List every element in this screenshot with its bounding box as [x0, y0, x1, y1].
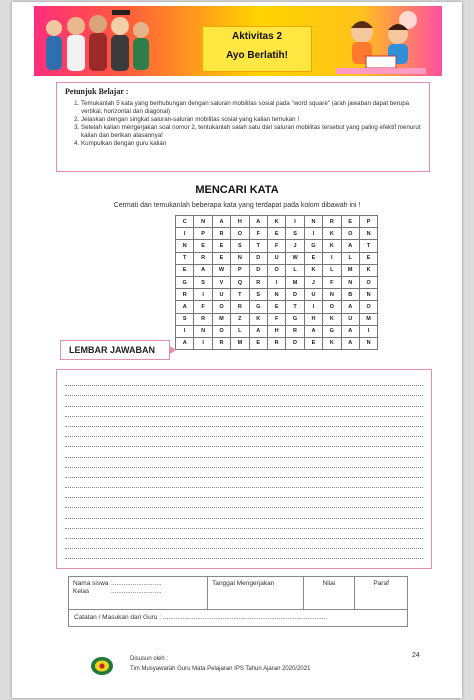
grid-cell[interactable]: Q: [231, 276, 249, 288]
grid-cell[interactable]: M: [212, 313, 230, 325]
answer-line[interactable]: [65, 548, 423, 549]
grid-cell[interactable]: N: [194, 216, 212, 228]
grid-cell[interactable]: H: [267, 325, 285, 337]
worksheet-page: [12, 2, 462, 698]
grid-cell[interactable]: E: [341, 216, 359, 228]
grid-cell[interactable]: H: [231, 216, 249, 228]
page-number: 24: [412, 652, 420, 659]
grid-cell[interactable]: N: [267, 289, 285, 301]
answer-line[interactable]: [65, 446, 423, 447]
grid-cell[interactable]: I: [304, 228, 322, 240]
notes-field[interactable]: ...........................................................................................: [162, 614, 328, 621]
grid-cell[interactable]: T: [231, 289, 249, 301]
instruction-item: 2. Jelaskan dengan singkat saluran-saluran mobilitas sosial yang kalian temukan !: [81, 116, 421, 124]
grid-cell[interactable]: E: [194, 240, 212, 252]
student-info-form: [68, 576, 408, 627]
puzzle-instruction: Cermati dan temukanlah beberapa kata yang terdapat pada kolom dibawah ini !: [113, 202, 361, 209]
class-label: Kelas: [73, 588, 90, 595]
grid-cell[interactable]: R: [323, 216, 341, 228]
answer-line[interactable]: [65, 497, 423, 498]
grid-cell[interactable]: R: [231, 301, 249, 313]
grid-cell[interactable]: E: [267, 301, 285, 313]
grid-row: [176, 216, 378, 228]
grid-cell[interactable]: D: [286, 289, 304, 301]
grid-row: [176, 289, 378, 301]
answer-line[interactable]: [65, 436, 423, 437]
answer-line[interactable]: [65, 395, 423, 396]
footer: [90, 654, 390, 680]
answer-line[interactable]: [65, 457, 423, 458]
grid-cell[interactable]: K: [304, 264, 322, 276]
footer-author-label: Disusun oleh :: [130, 656, 169, 662]
score-label: Nilai: [322, 580, 336, 587]
instruction-item: 3. Setelah kalian mengerjakan soal nomor 2, tentukanlah salah satu dari saluran mobilitas tersebut yang paling efektif menurut kalian dan berikan alasannya!: [81, 124, 421, 140]
grid-cell[interactable]: F: [267, 313, 285, 325]
score-cell[interactable]: [304, 577, 356, 609]
grid-cell[interactable]: O: [212, 301, 230, 313]
grid-cell[interactable]: K: [359, 264, 377, 276]
grid-cell[interactable]: F: [323, 276, 341, 288]
grid-cell[interactable]: T: [249, 240, 267, 252]
word-search-grid: [175, 215, 378, 350]
students-illustration: [40, 6, 160, 76]
grid-cell[interactable]: J: [286, 240, 304, 252]
grid-cell[interactable]: A: [212, 216, 230, 228]
grid-cell[interactable]: M: [231, 337, 249, 349]
instruction-item: 4. Kumpulkan dengan guru kalian: [81, 140, 421, 148]
grid-cell[interactable]: A: [341, 325, 359, 337]
grid-cell[interactable]: A: [341, 301, 359, 313]
grid-cell[interactable]: R: [194, 313, 212, 325]
student-name-cell: [69, 577, 208, 609]
answer-line[interactable]: [65, 528, 423, 529]
grid-cell[interactable]: M: [359, 313, 377, 325]
grid-cell[interactable]: U: [341, 313, 359, 325]
grid-cell[interactable]: G: [304, 240, 322, 252]
grid-cell[interactable]: L: [231, 325, 249, 337]
grid-cell[interactable]: E: [212, 252, 230, 264]
answer-line[interactable]: [65, 385, 423, 386]
activity-title-box: [202, 26, 312, 72]
grid-cell[interactable]: D: [249, 264, 267, 276]
grid-cell[interactable]: E: [359, 252, 377, 264]
grid-cell[interactable]: R: [212, 337, 230, 349]
grid-cell[interactable]: O: [359, 301, 377, 313]
grid-cell[interactable]: V: [212, 276, 230, 288]
grid-cell[interactable]: E: [267, 228, 285, 240]
grid-cell[interactable]: R: [267, 337, 285, 349]
instructions-list: [65, 100, 421, 148]
grid-cell[interactable]: O: [359, 276, 377, 288]
answer-line[interactable]: [65, 538, 423, 539]
grid-cell[interactable]: C: [176, 216, 194, 228]
grid-cell[interactable]: O: [212, 325, 230, 337]
grid-cell[interactable]: A: [176, 337, 194, 349]
grid-cell[interactable]: A: [249, 216, 267, 228]
grid-cell[interactable]: I: [323, 252, 341, 264]
grid-cell[interactable]: T: [176, 252, 194, 264]
grid-cell[interactable]: E: [249, 337, 267, 349]
grid-cell[interactable]: P: [231, 264, 249, 276]
grid-cell[interactable]: A: [341, 337, 359, 349]
activity-subtitle: Ayo Berlatih!: [226, 50, 288, 61]
grid-cell[interactable]: N: [304, 216, 322, 228]
grid-cell[interactable]: K: [323, 313, 341, 325]
grid-cell[interactable]: D: [249, 252, 267, 264]
grid-cell[interactable]: N: [359, 337, 377, 349]
grid-cell[interactable]: A: [341, 240, 359, 252]
footer-author: Tim Musyawarah Guru Mata Pelajaran IPS Tahun Ajaran 2020/2021: [130, 666, 311, 672]
grid-cell[interactable]: Z: [231, 313, 249, 325]
grid-cell[interactable]: G: [249, 301, 267, 313]
answer-line[interactable]: [65, 426, 423, 427]
grid-cell[interactable]: K: [323, 337, 341, 349]
grid-cell[interactable]: S: [176, 313, 194, 325]
answer-line[interactable]: [65, 558, 423, 559]
answer-sheet-label: LEMBAR JAWABAN: [60, 340, 170, 360]
grid-cell[interactable]: S: [231, 240, 249, 252]
grid-cell[interactable]: N: [323, 289, 341, 301]
grid-row: [176, 252, 378, 264]
grid-cell[interactable]: K: [249, 313, 267, 325]
grid-cell[interactable]: N: [341, 276, 359, 288]
grid-cell[interactable]: I: [194, 337, 212, 349]
grid-cell[interactable]: I: [194, 289, 212, 301]
answer-line[interactable]: [65, 477, 423, 478]
grid-cell[interactable]: A: [304, 325, 322, 337]
answer-line[interactable]: [65, 487, 423, 488]
grid-cell[interactable]: G: [176, 276, 194, 288]
grid-cell[interactable]: W: [286, 252, 304, 264]
grid-cell[interactable]: P: [194, 228, 212, 240]
grid-cell[interactable]: O: [323, 301, 341, 313]
activity-title: Aktivitas 2: [231, 31, 283, 42]
grid-cell[interactable]: R: [212, 228, 230, 240]
grid-cell[interactable]: R: [194, 252, 212, 264]
grid-cell[interactable]: P: [359, 216, 377, 228]
teacher-notes-row[interactable]: [69, 610, 407, 626]
grid-cell[interactable]: L: [341, 252, 359, 264]
answer-line[interactable]: [65, 518, 423, 519]
grid-cell[interactable]: I: [176, 228, 194, 240]
grid-cell[interactable]: K: [267, 216, 285, 228]
grid-cell[interactable]: W: [212, 264, 230, 276]
grid-cell[interactable]: E: [304, 252, 322, 264]
grid-cell[interactable]: M: [286, 276, 304, 288]
grid-cell[interactable]: A: [249, 325, 267, 337]
header-banner: [34, 6, 442, 76]
initial-label: Paraf: [373, 580, 389, 587]
grid-cell[interactable]: N: [359, 228, 377, 240]
instructions-heading: Petunjuk Belajar :: [65, 87, 129, 96]
grid-cell[interactable]: R: [176, 289, 194, 301]
answer-line[interactable]: [65, 406, 423, 407]
grid-cell[interactable]: S: [286, 228, 304, 240]
grid-cell[interactable]: L: [286, 264, 304, 276]
name-field[interactable]: :...........................: [111, 580, 162, 587]
grid-row: [176, 276, 378, 288]
instruction-item: 1. Temukanlah 5 kata yang berhubungan dengan saluran mobilitas sosial pada "word square" (arah jawaban dapat berupa vertikal, horizontal dan diagonal): [81, 100, 421, 116]
grid-cell[interactable]: U: [212, 289, 230, 301]
grid-cell[interactable]: K: [323, 228, 341, 240]
grid-row: [176, 337, 378, 349]
grid-row: [176, 264, 378, 276]
grid-row: [176, 325, 378, 337]
grid-cell[interactable]: A: [194, 264, 212, 276]
grid-cell[interactable]: U: [304, 289, 322, 301]
grid-cell[interactable]: N: [194, 325, 212, 337]
grid-cell[interactable]: K: [323, 240, 341, 252]
grid-cell[interactable]: F: [194, 301, 212, 313]
grid-cell[interactable]: O: [341, 228, 359, 240]
grid-cell[interactable]: B: [341, 289, 359, 301]
grid-cell[interactable]: I: [286, 216, 304, 228]
grid-cell[interactable]: N: [231, 252, 249, 264]
grid-row: [176, 301, 378, 313]
grid-cell[interactable]: R: [249, 276, 267, 288]
grid-cell[interactable]: U: [267, 252, 285, 264]
grid-cell[interactable]: I: [359, 325, 377, 337]
answer-line[interactable]: [65, 416, 423, 417]
grid-cell[interactable]: T: [359, 240, 377, 252]
initial-cell[interactable]: [355, 577, 407, 609]
name-label: Nama siswa: [73, 580, 109, 587]
grid-cell[interactable]: D: [286, 337, 304, 349]
grid-cell[interactable]: L: [323, 264, 341, 276]
grid-cell[interactable]: O: [231, 228, 249, 240]
grid-cell[interactable]: S: [249, 289, 267, 301]
grid-cell[interactable]: R: [286, 325, 304, 337]
grid-cell[interactable]: M: [341, 264, 359, 276]
grid-row: [176, 228, 378, 240]
date-label: Tanggal Mengerjakan: [212, 580, 275, 587]
grid-cell[interactable]: E: [176, 264, 194, 276]
grid-row: [176, 313, 378, 325]
instructions-box: [56, 82, 430, 172]
answer-area[interactable]: [56, 369, 432, 569]
date-cell[interactable]: [208, 577, 303, 609]
grid-cell[interactable]: I: [267, 276, 285, 288]
mgmp-logo: [90, 656, 114, 676]
grid-cell[interactable]: F: [249, 228, 267, 240]
class-field[interactable]: :...........................: [111, 588, 162, 595]
answer-line[interactable]: [65, 467, 423, 468]
grid-cell[interactable]: I: [304, 301, 322, 313]
answer-line[interactable]: [65, 507, 423, 508]
grid-cell[interactable]: T: [286, 301, 304, 313]
grid-cell[interactable]: N: [176, 240, 194, 252]
grid-cell[interactable]: S: [194, 276, 212, 288]
label-arrow: [170, 346, 176, 354]
grid-cell[interactable]: O: [267, 264, 285, 276]
grid-cell[interactable]: H: [304, 313, 322, 325]
grid-cell[interactable]: E: [212, 240, 230, 252]
grid-cell[interactable]: G: [323, 325, 341, 337]
grid-cell[interactable]: F: [267, 240, 285, 252]
grid-row: [176, 240, 378, 252]
notes-label: Catatan / Masukan dari Guru :: [74, 614, 162, 621]
grid-cell[interactable]: N: [359, 289, 377, 301]
grid-cell[interactable]: A: [176, 301, 194, 313]
puzzle-heading: MENCARI KATA: [195, 184, 279, 196]
grid-cell[interactable]: G: [286, 313, 304, 325]
grid-cell[interactable]: I: [176, 325, 194, 337]
children-reading-illustration: [326, 6, 436, 76]
grid-cell[interactable]: E: [304, 337, 322, 349]
grid-cell[interactable]: J: [304, 276, 322, 288]
